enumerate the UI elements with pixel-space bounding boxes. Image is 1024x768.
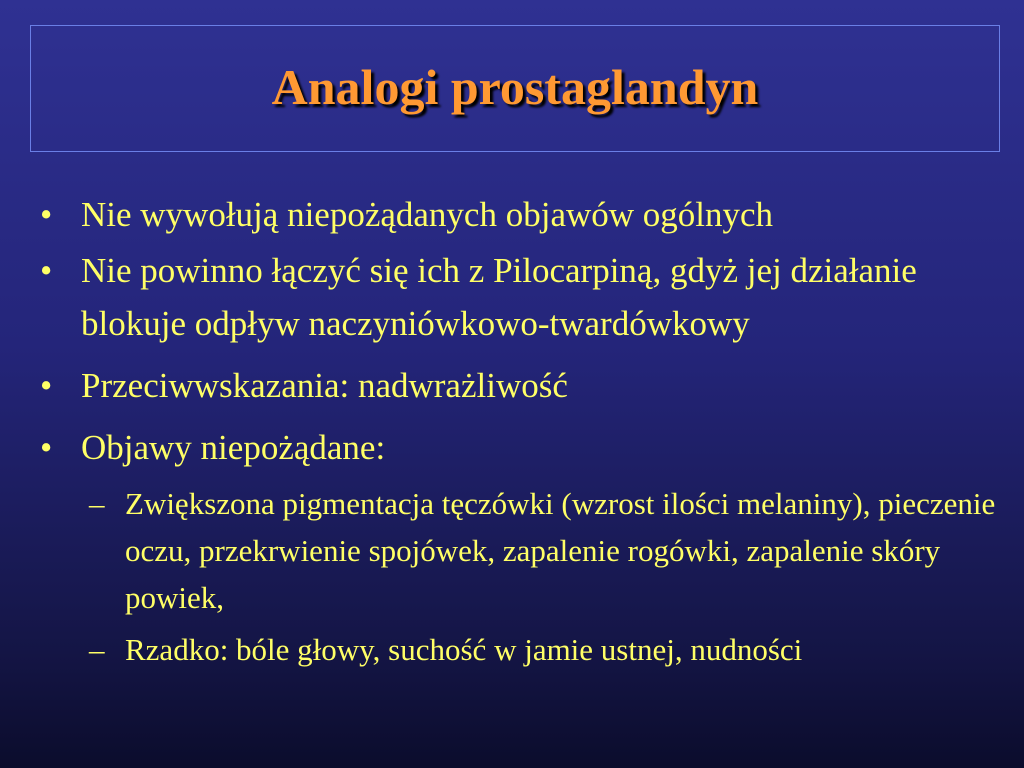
bullet-text: Nie wywołują niepożądanych objawów ogólnych [81,195,774,234]
sub-bullet-text: Zwiększona pigmentacja tęczówki (wzrost ilości melaniny), pieczenie oczu, przekrwienie spojówek, zapalenie rogówki, zapalenie skóry powiek, [125,486,996,615]
sub-bullet-marker: – [89,486,105,521]
bullet-marker: • [40,251,53,290]
bullet-marker: • [40,428,53,467]
sub-bullet-marker: – [89,632,105,667]
bullet-text: Przeciwwskazania: nadwrażliwość [81,366,568,405]
bullet-item [40,421,1010,474]
slide-content [40,188,1010,673]
title-frame [30,25,1000,152]
sub-bullet-item [40,480,1010,621]
bullet-text: Nie powinno łączyć się ich z Pilocarpiną, gdyż jej działanie blokuje odpływ naczyniówkowo-twardówkowy [81,251,917,343]
sub-bullet-item [40,626,1010,673]
sub-bullet-text: Rzadko: bóle głowy, suchość w jamie ustnej, nudności [125,632,803,667]
bullet-item [40,188,1010,241]
bullet-item [40,244,1010,350]
bullet-marker: • [40,195,53,234]
bullet-marker: • [40,366,53,405]
slide-title: Analogi prostaglandyn [271,58,759,115]
bullet-text: Objawy niepożądane: [81,428,386,467]
bullet-item [40,359,1010,412]
